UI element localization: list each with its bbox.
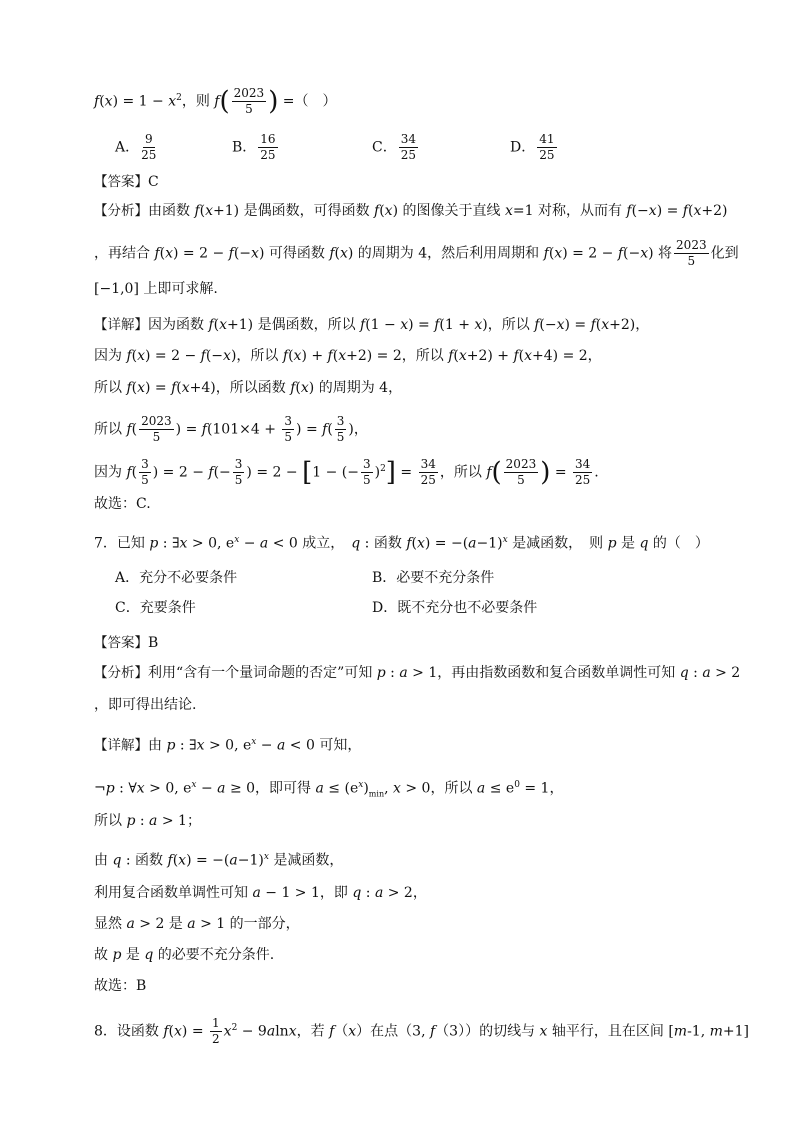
q7-detail-line-6: 显然 a > 2 是 a > 1 的一部分， xyxy=(94,916,300,932)
q6-answer: 【答案】C xyxy=(94,174,159,190)
q7-detail-line-1: 【详解】由 p : ∃x > 0, $e^x - a < 0$ 可知， xyxy=(94,737,362,754)
q6-stem: $f(x) = 1 - x^2$，则 f( $\frac{2023}{5}$ ) =（ ） xyxy=(94,86,337,117)
q6-detail-line-5: 因为 f( $\frac{3}{5}$ ) = 2 − f(− $\frac{3}{5}$ ) = 2 − [1 − (− $\frac{3}{5}$ )$^2$] = $\frac{34}{25}$ ，所以 f( $\frac{2023}{5}$ ) = $\frac{34}{25}$ . xyxy=(94,457,599,488)
q7-stem: 7．已知 p : ∃x > 0, $e^x - a < 0$ 成立， q : 函数 $f(x) = -(a-1)^x$ 是减函数， 则 p 是 q 的（ ） xyxy=(94,535,709,552)
q7-option-b: B．必要不充分条件 xyxy=(372,570,495,586)
q6-analysis-line-2: ，再结合 f(x) = 2 − f(−x) 可得函数 f(x) 的周期为 4，然后利用周期和 f(x) = 2 − f(−x) 将 $\frac{2023}{5}$ 化到 xyxy=(94,238,739,268)
q7-option-a: A．充分不必要条件 xyxy=(115,570,238,586)
q6-detail-line-2: 因为 f(x) = 2 − f(−x)，所以 f(x) + f(x+2) = 2，所以 f(x+2) + f(x+4) = 2， xyxy=(94,348,602,364)
q7-option-d: D．既不充分也不必要条件 xyxy=(372,600,538,616)
q7-analysis-line-1: 【分析】利用“含有一个量词命题的否定”可知 p : a > 1，再由指数函数和复合函数单调性可知 q : a > 2 xyxy=(94,665,741,681)
q6-choose: 故选：C. xyxy=(94,496,151,512)
q7-detail-line-4: 由 q : 函数 $f(x) = -(a-1)^x$ 是减函数， xyxy=(94,852,344,869)
q7-choose: 故选：B xyxy=(94,978,147,994)
q6-detail-line-3: 所以 f(x) = f(x+4)，所以函数 f(x) 的周期为 4， xyxy=(94,380,403,396)
q8-stem: 8．设函数 f(x) = $\frac{1}{2}$ $x^2 - 9alnx$，若 f（x）在点（3, f（3））的切线与 x 轴平行，且在区间 [m-1, m+1] xyxy=(94,1016,750,1046)
q6-option-d: D． $\frac{41}{25}$ xyxy=(510,132,555,162)
q6-option-c: C． $\frac{34}{25}$ xyxy=(372,132,416,162)
q7-option-c: C．充要条件 xyxy=(115,600,196,616)
q7-detail-line-3: 所以 p : a > 1； xyxy=(94,813,201,829)
q7-detail-line-7: 故 p 是 q 的必要不充分条件. xyxy=(94,947,275,963)
q7-detail-line-2: ¬p : ∀x > 0, $e^x - a \ge 0$，即可得 $a \le (e^x)_{min}$, x > 0，所以 $a \le e^0 = 1$， xyxy=(94,780,564,799)
q7-detail-line-5: 利用复合函数单调性可知 a − 1 > 1，即 q : a > 2， xyxy=(94,885,427,901)
q6-analysis-line-3: [−1,0] 上即可求解. xyxy=(94,281,218,297)
q7-answer: 【答案】B xyxy=(94,635,159,651)
q6-option-b: B． $\frac{16}{25}$ xyxy=(232,132,276,162)
q6-option-a: A． $\frac{9}{25}$ xyxy=(115,132,157,162)
q6-detail-line-1: 【详解】因为函数 f(x+1) 是偶函数，所以 f(1 − x) = f(1 + x)，所以 f(−x) = f(x+2)， xyxy=(94,317,650,333)
q7-analysis-line-2: ，即可得出结论. xyxy=(94,697,197,713)
q6-analysis-line-1: 【分析】由函数 f(x+1) 是偶函数，可得函数 f(x) 的图像关于直线 x=1 对称，从而有 f(−x) = f(x+2) xyxy=(94,203,728,219)
q6-detail-line-4: 所以 f( $\frac{2023}{5}$ ) = f(101×4 + $\frac{3}{5}$ ) = f( $\frac{3}{5}$ )， xyxy=(94,414,368,444)
